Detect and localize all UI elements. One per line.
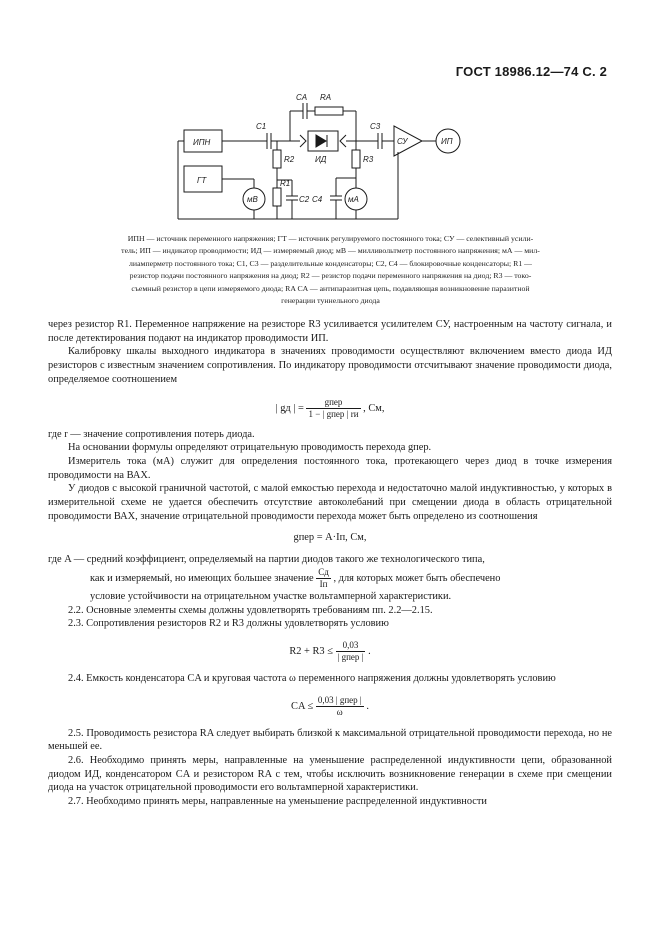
ra-label: RA [320, 93, 332, 102]
paragraph: 2.6. Необходимо принять меры, направленные на уменьшение распределенной индуктивности цепи, образованной диодом ИД, конденсатором CA и резистором RA с тем, чтобы исключить возникновение генерации в схеме при смещении диода на участок отрицательной проводимости его вольтамперной характеристики. [48, 755, 612, 794]
su-label: СУ [397, 137, 408, 146]
paragraph: У диодов с высокой граничной частотой, с малой емкостью перехода и недостаточно малой индуктивностью, у которых в измерительной схеме не удается обеспечить отсутствие автоколебаний при смещении диода в область отрицательной проводимости ВАХ, значение отрицательной проводимости перехода может быть определено из соотношения [48, 483, 612, 522]
paragraph: где A — средний коэффициент, определяемый на партии диодов такого же технологического типа, [48, 554, 485, 566]
paragraph: На основании формулы определяют отрицательную проводимость перехода gпер. [68, 442, 432, 454]
formula-left: R2 + R3 ≤ [289, 645, 333, 657]
formula-fraction [316, 695, 364, 718]
ma-label: мА [348, 195, 359, 204]
formula-fraction [306, 397, 360, 420]
formula-gd [48, 397, 612, 420]
id-label: ИД [315, 155, 327, 164]
formula-numerator: 0,03 | gпер | [317, 694, 362, 705]
formula-numerator: 0,03 [336, 640, 366, 652]
paragraph-with-fraction [48, 567, 612, 590]
r1-label: R1 [280, 179, 291, 188]
circuit-diagram [160, 86, 500, 228]
formula-end: . [366, 700, 369, 712]
formula-fraction [336, 640, 366, 663]
caption-line: генерации туннельного диода [281, 296, 380, 306]
formula-left: | gд | = [275, 402, 304, 414]
r3-label: R3 [363, 155, 374, 164]
paragraph: 2.4. Емкость конденсатора CA и круговая частота ω переменного напряжения должны удовлетворять условию [68, 672, 556, 684]
ip-label: ИП [441, 137, 453, 146]
caption-line: тель; ИП — индикатор проводимости; ИД — измеряемый диод; мВ — милливольтметр постоянного напряжения; мА — мил- [121, 246, 540, 256]
r2-label: R2 [284, 155, 295, 164]
body-text [48, 318, 612, 809]
figure-caption [48, 233, 613, 307]
text-part: как и измеряемый, но имеющих большее значение [90, 572, 314, 584]
ipn-label: ИПН [193, 138, 211, 147]
c2-label: C2 [299, 195, 310, 204]
formula-denominator: | gпер | [337, 651, 364, 662]
paragraph: Измеритель тока (мА) служит для определения постоянного тока, протекающего через диод в точке измерения проводимости на ВАХ. [48, 455, 612, 481]
formula-numerator: gпер [306, 397, 360, 409]
caption-line: ИПН — источник переменного напряжения; ГТ — источник регулируемого постоянного тока; СУ — селективный усили- [127, 234, 534, 243]
c3-label: C3 [370, 122, 381, 131]
r1-resistor [273, 188, 281, 206]
page-header: ГОСТ 18986.12—74 С. 2 [455, 64, 607, 79]
paragraph: где r — значение сопротивления потерь диода. [48, 428, 255, 440]
gt-label: ГТ [197, 176, 207, 185]
c4-label: C4 [312, 195, 323, 204]
formula-left: CA ≤ [291, 700, 314, 712]
paragraph: 2.2. Основные элементы схемы должны удовлетворять требованиям пп. 2.2—2.15. [68, 604, 433, 616]
mv-label: мВ [247, 195, 258, 204]
fraction-numerator: Cд [318, 566, 329, 577]
paragraph: условие устойчивости на отрицательном участке вольтамперной характеристики. [90, 590, 452, 602]
formula-ca [48, 695, 612, 718]
r2-resistor [273, 150, 281, 168]
paragraph: 2.3. Сопротивления резисторов R2 и R3 должны удовлетворять условию [68, 618, 389, 630]
caption-line: съемный резистор в цепи измеряемого диода; RA CA — антипаразитная цепь, подавляющая возникновение паразитной [131, 283, 530, 293]
formula-denominator: ω [336, 706, 343, 717]
paragraph: 2.7. Необходимо принять меры, направленные на уменьшение распределенной индуктивности [68, 796, 487, 808]
caption-line: лиамперметр постоянного тока; C1, C3 — разделительные конденсаторы; C2, C4 — блокировочные конденсаторы; R1 — [129, 258, 532, 268]
caption-line: резистор подачи постоянного напряжения на диод; R2 — резистор подачи переменного напряжения на диод; R3 — токо- [129, 271, 532, 281]
ra-resistor [315, 107, 343, 115]
fraction-denominator: Iп [319, 578, 328, 589]
r3-resistor [352, 150, 360, 168]
text-part: , для которых может быть обеспечено [333, 572, 501, 584]
paragraph: 2.5. Проводимость резистора RA следует выбирать близкой к максимальной отрицательной проводимости перехода, но не меньшей ее. [48, 727, 612, 753]
formula-r2r3 [48, 640, 612, 663]
formula-gper: gпер = A·Iп, См, [293, 532, 367, 544]
paragraph: Калибровку шкалы выходного индикатора в значениях проводимости осуществляют включением вместо диода ИД резисторов с известным значением сопротивления. По индикатору проводимости отсчитывают значение проводимости диода, определяемое соотношением [48, 346, 612, 385]
formula-unit: , См, [363, 402, 385, 414]
c1-label: C1 [256, 122, 267, 131]
ca-label: CA [296, 93, 308, 102]
formula-end: . [368, 645, 371, 657]
paragraph: через резистор R1. Переменное напряжение на резисторе R3 усиливается усилителем СУ, настроенным на частоту сигнала, и после детектирования подают на индикатор проводимости ИП. [48, 319, 612, 344]
inline-fraction [316, 567, 331, 590]
formula-denominator: 1 − | gпер | rи [308, 408, 359, 419]
